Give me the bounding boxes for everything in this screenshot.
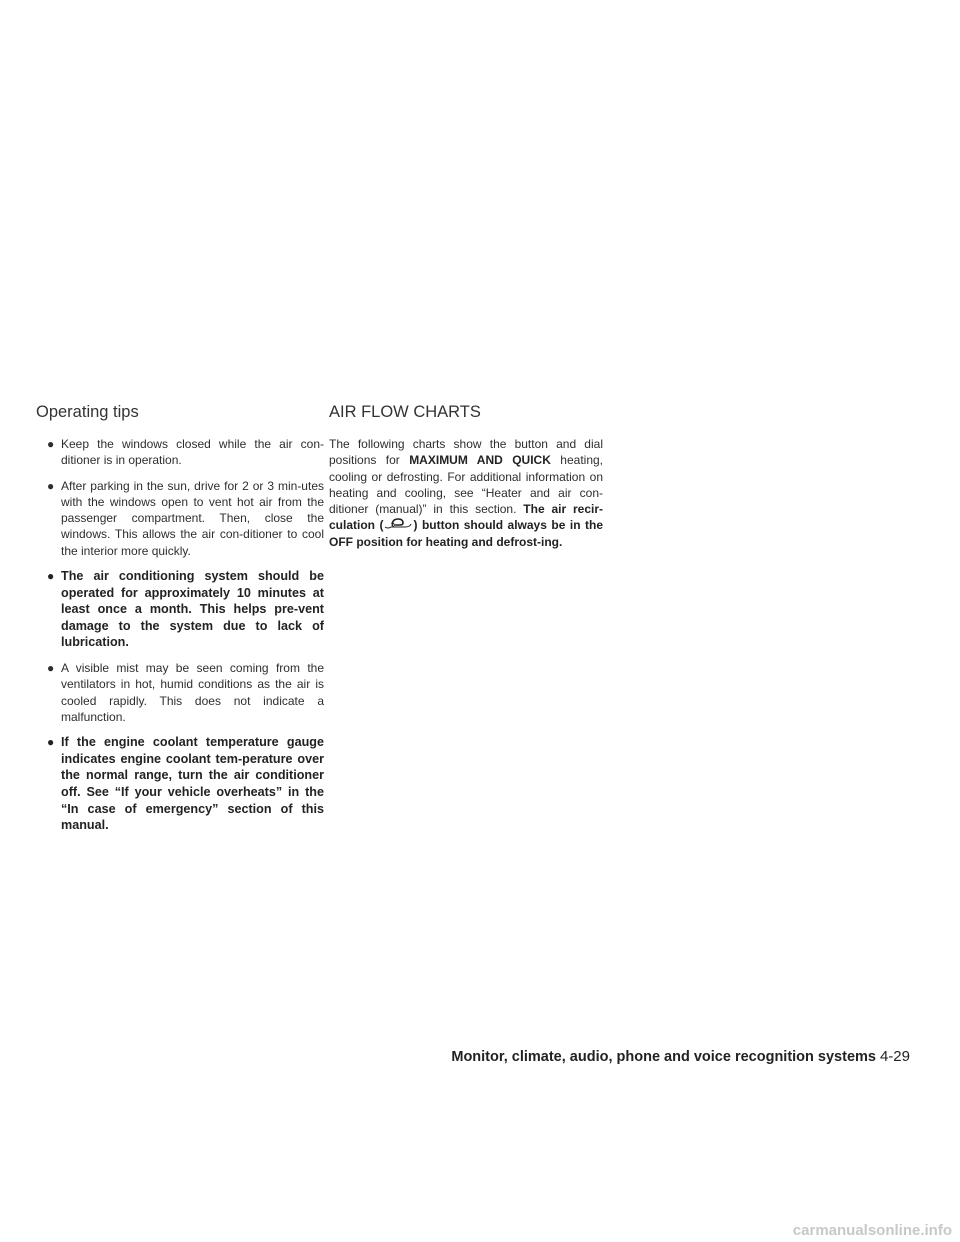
bullet-icon: ● <box>47 735 55 750</box>
tip-text: Keep the windows closed while the air con-ditioner is in operation. <box>61 437 324 468</box>
footer-section-title: Monitor, climate, audio, phone and voice recognition systems <box>451 1049 876 1065</box>
page-number: 4-29 <box>879 1048 910 1065</box>
page-footer <box>451 1048 910 1065</box>
left-column <box>36 402 324 843</box>
tip-item <box>36 734 324 834</box>
right-column <box>329 402 603 550</box>
tip-text: A visible mist may be seen coming from the ventilators in hot, humid conditions as the air is cooled rapidly. This does not indicate a malfunction. <box>61 661 324 724</box>
tip-item <box>36 660 324 725</box>
tip-item <box>36 436 324 469</box>
tip-text: The air conditioning system should be operated for approximately 10 minutes at least once a month. This helps pre-vent damage to the system due to lack of lubrication. <box>61 569 324 650</box>
tip-text: After parking in the sun, drive for 2 or 3 min-utes with the windows open to vent hot air from the passenger compartment. Then, close the windows. This allows the air con-ditioner to cool the interior more quickly. <box>61 478 324 558</box>
air-flow-charts-heading: AIR FLOW CHARTS <box>329 403 481 421</box>
bullet-icon: ● <box>47 478 55 493</box>
paragraph-text: The following charts show the button and dial positions for <box>329 437 603 468</box>
paragraph-bold-text: The air recir-culation ( <box>329 502 603 533</box>
bullet-icon: ● <box>47 437 55 451</box>
operating-tips-list <box>36 436 324 834</box>
air-recirculation-icon <box>383 518 413 530</box>
paragraph-text: heating, cooling or defrosting. For additional information on heating and cooling, see “Heater and air con-ditioner (manual)” in this section. <box>329 453 603 517</box>
paragraph-bold-text: MAXIMUM AND QUICK <box>409 453 551 468</box>
tip-item <box>36 478 324 559</box>
bullet-icon: ● <box>47 569 55 584</box>
tip-text: If the engine coolant temperature gauge indicates engine coolant tem-perature over the normal range, turn the air conditioner off. See “If your vehicle overheats” in the “In case of emergency” section of this manual. <box>61 735 324 833</box>
watermark: carmanualsonline.info <box>792 1222 952 1239</box>
tip-item <box>36 568 324 651</box>
bullet-icon: ● <box>47 661 55 676</box>
operating-tips-heading: Operating tips <box>36 403 139 421</box>
paragraph-bold-text: ) button should always be in the OFF position for heating and defrost-ing. <box>329 518 603 549</box>
air-flow-paragraph <box>329 436 603 550</box>
